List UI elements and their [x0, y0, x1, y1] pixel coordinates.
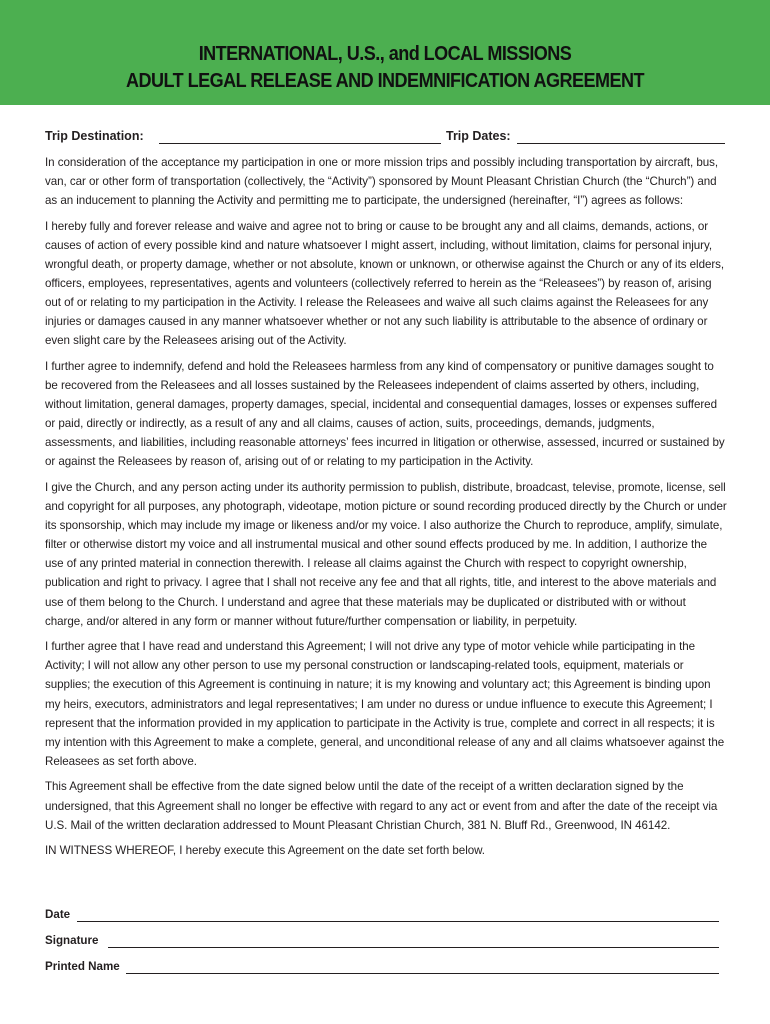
printed-name-field[interactable] [126, 973, 719, 974]
signature-field[interactable] [108, 947, 719, 948]
trip-dates-label: Trip Dates: [446, 129, 511, 143]
trip-dates-field[interactable] [517, 143, 725, 144]
printed-name-row [45, 958, 719, 976]
date-label: Date [45, 908, 71, 921]
paragraph-witness: IN WITNESS WHEREOF, I hereby execute this Agreement on the date set forth below. [45, 844, 485, 858]
paragraph-indemnify: I further agree to indemnify, defend and hold the Releasees harmless from any kind of compensatory or punitive damages sought to be recovered from the Releasees and all losses sustained by the Releasees independent of claims asserted by others, including, without limitation, general damages, property damages, special, incidental and consequential damages, losses or expenses suffered or paid, directly or indirectly, as a result of any and all claims, causes of action, suits, proceedings, demands, judgments, assessments, and liabilities, including reasonable attorneys’ fees incurred in litigation or otherwise, assessed, incurred or sustained by or against the Releasees by reason of, arising out of or relating to my participation in the Activity. [45, 359, 725, 469]
trip-destination-label: Trip Destination: [45, 129, 144, 143]
printed-name-label: Printed Name [45, 960, 120, 973]
header-banner [0, 0, 770, 105]
signature-row [45, 932, 719, 950]
date-field[interactable] [77, 921, 719, 922]
paragraph-effective-period: This Agreement shall be effective from the date signed below until the date of the receipt of a written declaration signed by the undersigned, that this Agreement shall no longer be effective with regard to any act or event from and after the date of the receipt via U.S. Mail of the written declaration addressed to Mount Pleasant Christian Church, 381 N. Bluff Rd., Greenwood, IN 46142. [45, 780, 718, 832]
trip-destination-field[interactable] [159, 143, 441, 144]
date-row [45, 906, 719, 924]
signature-label: Signature [45, 934, 99, 947]
paragraph-release: I hereby fully and forever release and waive and agree not to bring or cause to be brought any and all claims, demands, actions, or causes of action of every possible kind and nature whatsoever I might assert, including, without limitation, claims for personal injury, wrongful death, or property damage, whether or not absolute, known or unknown, or otherwise against the Church or any of its elders, officers, employees, representatives, agents and volunteers (collectively referred to herein as the “Releasees”) by reason of, arising out of or relating to my participation in the Activity. I release the Releasees and waive all such claims against the Releasees for any injuries or damages caused in any manner whatsoever whether or not any such liability is attributable to the absence of ordinary or even slight care by the Releasees arising out of the Activity. [45, 219, 725, 348]
agreement-body [45, 153, 727, 867]
title-line-1: INTERNATIONAL, U.S., and LOCAL MISSIONS [198, 42, 572, 65]
paragraph-media-rights: I give the Church, and any person acting under its authority permission to publish, distribute, broadcast, televise, promote, license, sell and copyright for all purposes, any photograph, videotape, motion picture or sound recording produced directly by the Church or under its sponsorship, which may include my image or likeness and/or my voice. I also authorize the Church to reproduce, amplify, simulate, filter or otherwise distort my voice and all instrumental musical and other sound effects produced by me. In addition, I authorize the use of any printed material in connection therewith. I release all claims against the Church with respect to copyright ownership, publication and right to privacy. I agree that I shall not receive any fee and that all rights, title, and interest to the above materials and use of them belong to the Church. I understand and agree that these materials may be duplicated or distributed with or without charge, and/or altered in any form or manner without future/further compensation or liability, in perpetuity. [45, 481, 727, 628]
title-line-2: ADULT LEGAL RELEASE AND INDEMNIFICATION AGREEMENT [125, 69, 644, 92]
paragraph-acknowledgement: I further agree that I have read and understand this Agreement; I will not drive any type of motor vehicle while participating in the Activity; I will not allow any other person to use my personal construction or landscaping-related tools, equipment, materials or supplies; the execution of this Agreement is continuing in nature; it is my knowing and voluntary act; this Agreement is binding upon my heirs, executors, administrators and legal representatives; I am under no duress or undue influence to execute this Agreement; I represent that the information provided in my application to participate in the Activity is true, complete and correct in all respects; it is my intention with this Agreement to make a complete, general, and unconditional release of any and all claims whatsoever against the Releasees as set forth above. [45, 640, 725, 768]
trip-row [45, 125, 725, 147]
paragraph-consideration: In consideration of the acceptance my participation in one or more mission trips and possibly including transportation by aircraft, bus, van, car or other form of transportation (collectively, the “Activity”) sponsored by Mount Pleasant Christian Church (the “Church”) and as an inducement to planning the Activity and permitting me to participate, the undersigned (hereinafter, “I”) agrees as follows: [45, 156, 719, 208]
